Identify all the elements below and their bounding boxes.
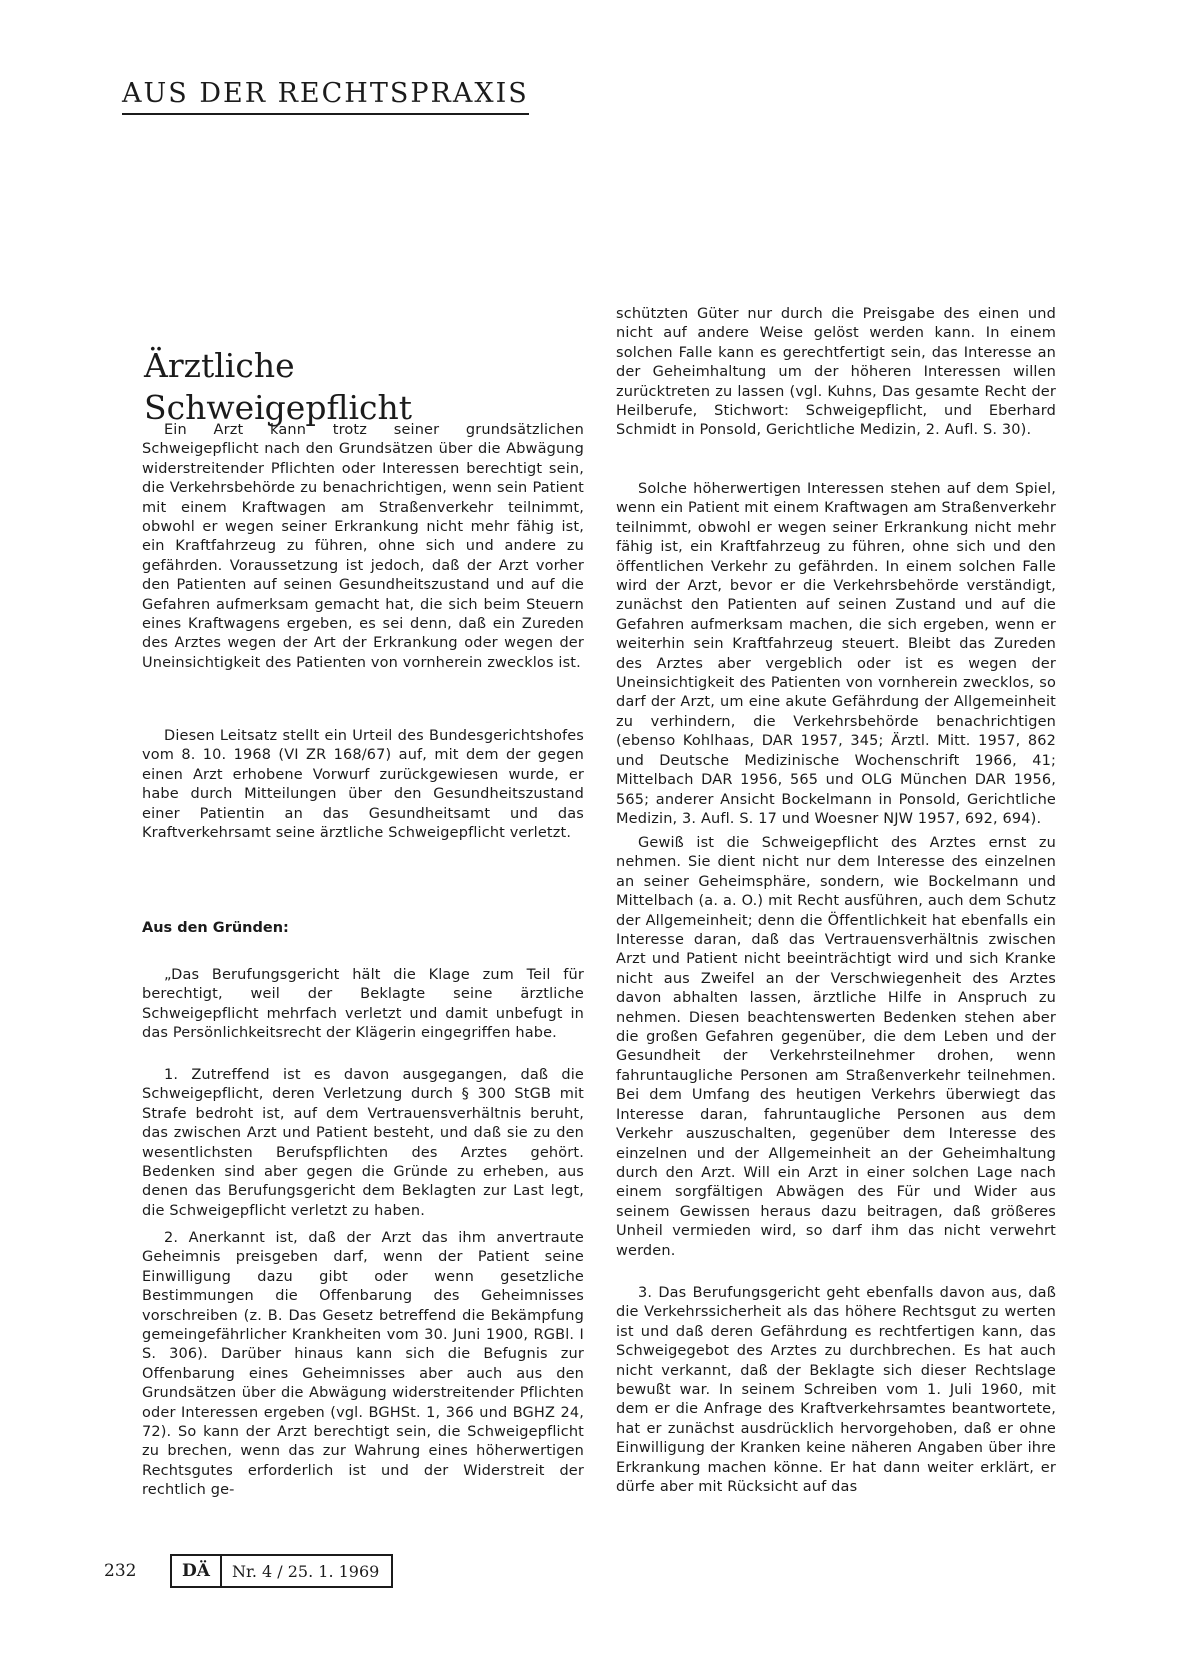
article-title-line-1: Ärztliche [144, 346, 295, 386]
point-3-paragraph: 3. Das Berufungsgericht geht ebenfalls davon aus, daß die Verkehrssicherheit als das höhere Rechtsgut zu werten ist und daß deren Gefährdung es rechtfertigen kann, das Schweigegebot des Arztes zu durchbrechen. Es hat auch nicht verkannt, daß der Beklagte sich dieser Rechtslage bewußt war. In seinem Schreiben vom 1. Juli 1960, mit dem er die Anfrage des Kraftverkehrsamtes beantwortete, hat er zunächst ausdrücklich hervorgehoben, daß er ohne Einwilligung der Kranken keine näheren Angaben über ihre Erkrankung machen könne. Er hat dann weiter erklärt, er dürfe aber mit Rücksicht auf das [616, 1285, 1056, 1496]
continuation-paragraph: schützten Güter nur durch die Preisgabe des einen und nicht auf andere Weise gelöst werden kann. In einem solchen Falle kann es gerechtfertigt sein, das Interesse an der Geheimhaltung um der höheren Interessen willen zurücktreten zu lassen (vgl. Kuhns, Das gesamte Recht der Heilberufe, Stichwort: Schweigepflicht, und Eberhard Schmidt in Ponsold, Gerichtliche Medizin, 2. Aufl. S. 30). [616, 306, 1056, 439]
article-title [144, 345, 564, 429]
journal-box [170, 1554, 393, 1588]
journal-logo: DÄ [172, 1556, 222, 1586]
article-title-line-2: Schweigepflicht [144, 388, 413, 428]
intro-paragraph: Diesen Leitsatz stellt ein Urteil des Bundesgerichtshofes vom 8. 10. 1968 (VI ZR 168/67) auf, mit dem der gegen einen Arzt erhobene Vorwurf zurückgewiesen wurde, er habe durch Mitteilungen über den Gesundheitszustand einer Patientin an das Gesundheitsamt und das Kraftverkehrsamt seine ärztliche Schweigepflicht verletzt. [142, 728, 584, 842]
interests-paragraph: Solche höherwertigen Interessen stehen auf dem Spiel, wenn ein Patient mit einem Kraftwagen am Straßenverkehr teilnimmt, obwohl er wegen seiner Erkrankung nicht mehr fähig ist, ein Kraftfahrzeug zu führen, ohne sich und den öffentlichen Verkehr zu gefährden. In einem solchen Falle wird der Arzt, bevor er die Verkehrsbehörde verständigt, zunächst den Patienten auf seinen Zustand und auf die Gefahren aufmerksam machen, die sich ergeben, wenn er weiterhin sein Kraftfahrzeug steuert. Bleibt das Zureden des Arztes aber vergeblich oder ist es wegen der Uneinsichtigkeit des Patienten von vornherein zwecklos, so darf der Arzt, um eine akute Gefährdung der Allgemeinheit zu verhindern, die Verkehrsbehörde benachrichtigen (ebenso Kohlhaas, DAR 1957, 345; Ärztl. Mitt. 1957, 862 und Deutsche Medizinische Wochenschrift 1966, 41; Mittelbach DAR 1956, 565 und OLG München DAR 1956, 565; anderer Ansicht Bockelmann in Ponsold, Gerichtliche Medizin, 3. Aufl. S. 17 und Woesner NJW 1957, 692, 694). [616, 481, 1056, 827]
page-footer [104, 1555, 393, 1587]
point-2-paragraph: 2. Anerkannt ist, daß der Arzt das ihm anvertraute Geheimnis preisgeben darf, wenn der Patient seine Einwilligung dazu gibt oder wenn gesetzliche Bestimmungen die Offenbarung des Geheimnisses vorschreiben (z. B. Das Gesetz betreffend die Bekämpfung gemeingefährlicher Krankheiten vom 30. Juni 1900, RGBl. I S. 306). Darüber hinaus kann sich die Befugnis zur Offenbarung eines Geheimnisses aber auch aus den Grundsätzen über die Abwägung widerstreitender Pflichten oder Interessen ergeben (vgl. BGHSt. 1, 366 und BGHZ 24, 72). So kann der Arzt berechtigt sein, die Schweigepflicht zu brechen, wenn das zur Wahrung eines höherwertigen Rechtsgutes erforderlich ist und der Widerstreit der rechtlich ge- [142, 1230, 584, 1499]
quote-paragraph: „Das Berufungsgericht hält die Klage zum Teil für berechtigt, weil der Beklagte seine ärztliche Schweigepflicht mehrfach verletzt und damit unbefugt in das Persönlichkeitsrecht der Klägerin eingegriffen habe. [142, 967, 584, 1042]
leitsatz-paragraph: Ein Arzt kann trotz seiner grundsätzlichen Schweigepflicht nach den Grundsätzen über die Abwägung widerstreitender Pflichten oder Interessen berechtigt sein, die Verkehrsbehörde zu benachrichtigen, wenn sein Patient mit einem Kraftwagen am Straßenverkehr teilnimmt, obwohl er wegen seiner Erkrankung nicht mehr fähig ist, ein Kraftfahrzeug zu führen, ohne sich und andere zu gefährden. Voraussetzung ist jedoch, daß der Arzt vorher den Patienten auf seinen Gesundheitszustand und auf die Gefahren aufmerksam gemacht hat, die sich beim Steuern eines Kraftwagens ergeben, es sei denn, daß ein Zureden des Arztes wegen der Art der Erkrankung oder wegen der Uneinsichtigkeit des Patienten von vornherein zwecklos ist. [142, 422, 584, 671]
gewiss-paragraph: Gewiß ist die Schweigepflicht des Arztes ernst zu nehmen. Sie dient nicht nur dem Interesse des einzelnen an seiner Geheimsphäre, sondern, wie Bockelmann und Mittelbach (a. a. O.) mit Recht ausführen, auch dem Schutz der Allgemeinheit; denn die Öffentlichkeit hat ebenfalls ein Interesse daran, daß das Vertrauensverhältnis zwischen Arzt und Patient nicht beeinträchtigt wird und sich Kranke nicht aus Zweifel an der Verschwiegenheit des Arztes davon abhalten lassen, ärztliche Hilfe in Anspruch zu nehmen. Diesen beachtenswerten Bedenken stehen aber die großen Gefahren gegenüber, die dem Leben und der Gesundheit der Verkehrsteilnehmer drohen, wenn fahruntaugliche Personen am Straßenverkehr teilnehmen. Bei dem Umfang des heutigen Verkehrs überwiegt das Interesse daran, fahruntaugliche Personen aus dem Verkehr auszuschalten, gegenüber dem Interesse des einzelnen und der Allgemeinheit an der Geheimhaltung durch den Arzt. Will ein Arzt in einer solchen Lage nach einem sorgfältigen Abwägen des Für und Wider aus seinem Gewissen heraus dazu beitragen, daß größeres Unheil vermieden wird, so darf ihm das nicht verwehrt werden. [616, 835, 1056, 1259]
subheading: Aus den Gründen: [142, 920, 289, 936]
page-number: 232 [104, 1561, 137, 1581]
point-1-paragraph: 1. Zutreffend ist es davon ausgegangen, daß die Schweigepflicht, deren Verletzung durch § 300 StGB mit Strafe bedroht ist, auf dem Vertrauensverhältnis beruht, das zwischen Arzt und Patient besteht, und daß sie zu den wesentlichsten Berufspflichten des Arztes gehört. Bedenken sind aber gegen die Gründe zu erheben, aus denen das Berufungsgericht dem Beklagten zur Last legt, die Schweigepflicht verletzt zu haben. [142, 1067, 584, 1219]
journal-issue: Nr. 4 / 25. 1. 1969 [231, 1561, 380, 1581]
section-header: AUS DER RECHTSPRAXIS [122, 80, 529, 115]
